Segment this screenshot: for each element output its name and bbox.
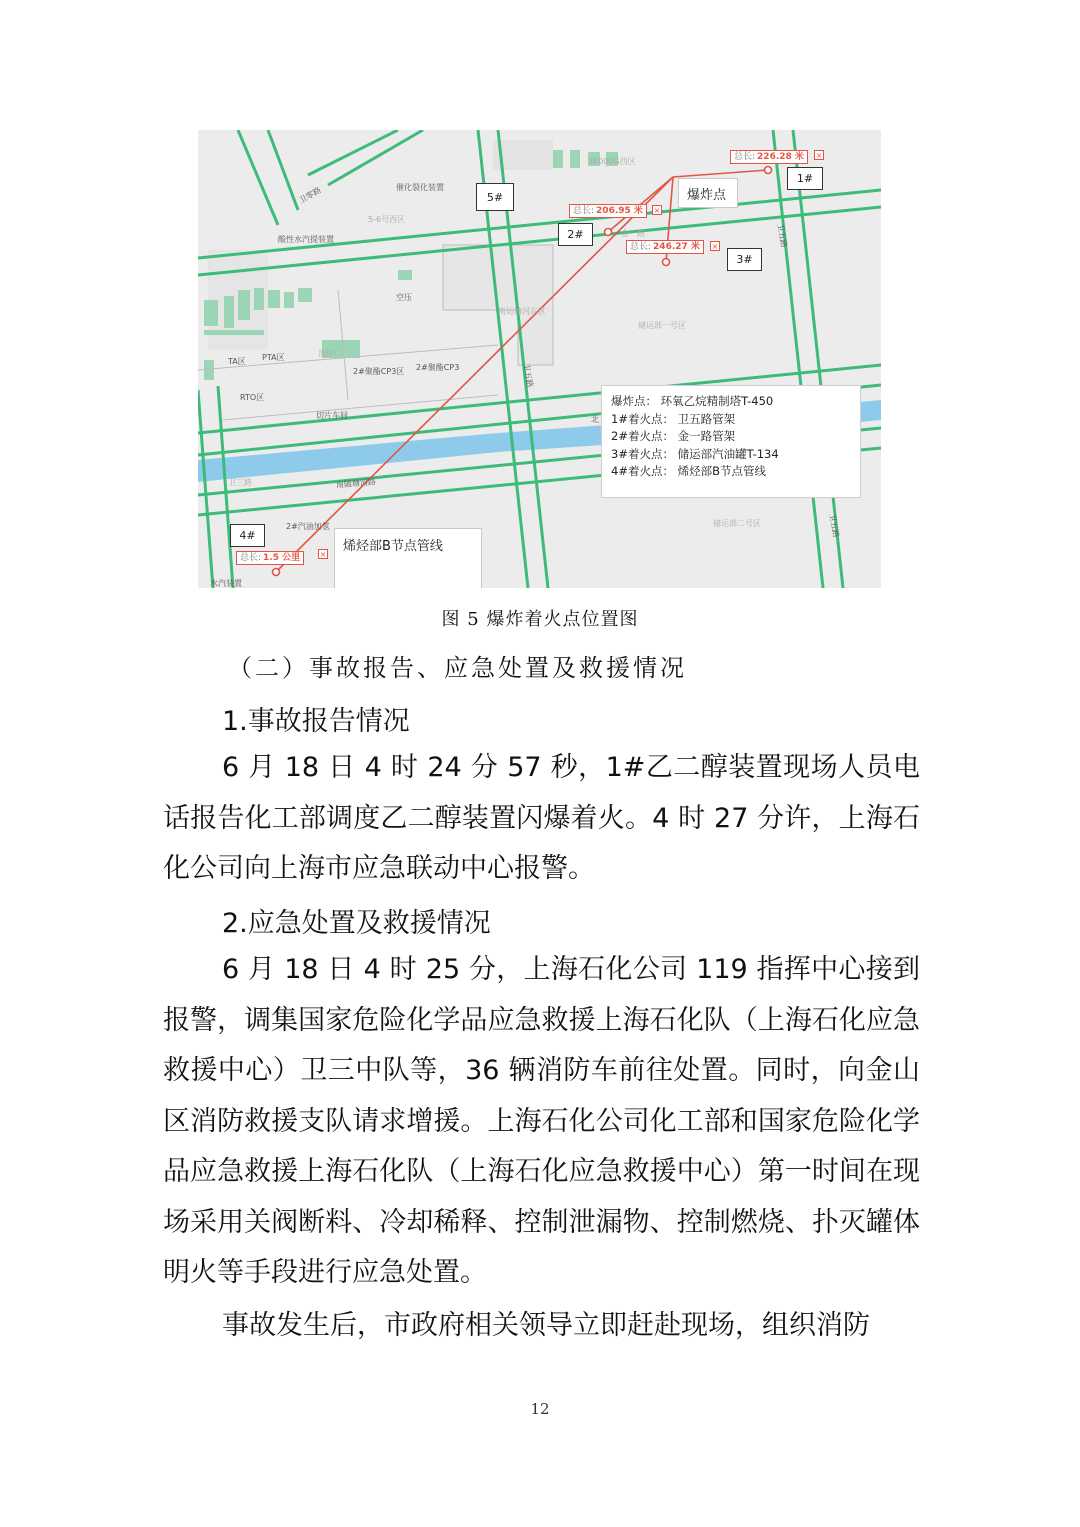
marker-2: 2# — [558, 223, 593, 246]
place-label: PTA区 — [262, 353, 285, 362]
legend-item: 3#着火点： 储运部汽油罐T-134 — [611, 446, 779, 461]
measure-label: 总长: — [240, 553, 262, 563]
measure-tag — [730, 150, 808, 164]
page-number: 12 — [530, 1400, 550, 1418]
place-label: 催化裂化装置 — [396, 183, 444, 192]
place-label: 空压 — [396, 293, 412, 302]
road-label: 卫五路 — [521, 362, 535, 389]
place-label: RTO区 — [240, 393, 265, 402]
measure-label: 总长: — [573, 206, 595, 216]
paragraph: 6 月 18 日 4 时 24 分 57 秒，1#乙二醇装置现场人员电话报告化工部调度乙二醇装置闪爆着火。4 时 27 分许，上海石化公司向上海市应急联动中心报警。 — [163, 752, 920, 884]
figure-caption: 图 5 爆炸着火点位置图 — [441, 609, 639, 630]
area-label: 3E000G西区 — [588, 157, 636, 166]
measure-value: 246.27 米 — [653, 242, 700, 252]
marker-5: 5# — [476, 183, 514, 211]
measure-tag — [236, 551, 304, 565]
measure-value: 1.5 公里 — [263, 553, 301, 563]
place-label: 2#汽油加氢 — [286, 522, 330, 531]
place-label: 2#聚酯CP3 — [416, 363, 460, 372]
close-icon[interactable]: × — [319, 550, 327, 559]
area-label: 储运部一号区 — [638, 321, 686, 330]
road-label: 卫零路 — [297, 185, 323, 206]
paragraph: 6 月 18 日 4 时 25 分，上海石化公司 119 指挥中心接到报警，调集国家危险化学品应急救援上海石化队（上海石化应急救援中心）卫三中队等，36 辆消防车前往处置。同时，向金山区消防救援支队请求增援。上海石化公司化工部和国家危险化学品应急救援上海石化队（上海石化应急救援中心）第一时间在现场采用关阀断料、冷却稀释、控制泄漏物、控制燃烧、扑灭罐体明火等手段进行应急处置。 — [163, 954, 920, 1288]
map-legend — [601, 385, 861, 498]
measure-label: 总长: — [734, 152, 756, 162]
close-icon[interactable]: × — [653, 206, 661, 215]
place-label: TA区 — [228, 357, 246, 366]
measure-tag — [626, 240, 704, 254]
section-heading: （二）事故报告、应急处置及救援情况 — [228, 654, 687, 682]
place-label: 2#聚酯CP3区 — [353, 367, 405, 376]
legend-item: 4#着火点： 烯烃部B节点管线 — [611, 464, 766, 478]
legend-item: 2#着火点： 金一路管架 — [611, 429, 736, 443]
place-label: 切片车间 — [316, 411, 348, 420]
close-icon[interactable]: × — [711, 242, 719, 251]
measure-value: 206.95 米 — [596, 206, 643, 216]
area-label: 涤纶厂 — [318, 349, 342, 358]
measure-label: 总长: — [630, 242, 652, 252]
measure-value: 226.28 米 — [757, 152, 804, 162]
place-label: 北 — [591, 415, 599, 424]
road-label: 南随塘河路 — [335, 477, 377, 490]
place-label: 水汽装置 — [210, 579, 242, 588]
close-icon[interactable]: × — [815, 151, 823, 160]
area-label: 储运部二号区 — [713, 519, 761, 528]
subsection-title: 2.应急处置及救援情况 — [222, 908, 491, 939]
marker-3: 3# — [727, 248, 762, 271]
paragraph: 事故发生后，市政府相关领导立即赶赴现场，组织消防 — [222, 1310, 870, 1341]
area-label: 南运塘河东区 — [498, 307, 546, 316]
measure-tag — [569, 204, 647, 218]
legend-item: 1#着火点： 卫五路管架 — [611, 411, 736, 426]
place-label: 酸性水汽提装置 — [278, 235, 334, 244]
area-label: 5-6号西区 — [368, 215, 406, 224]
explosion-location-map — [198, 130, 881, 588]
road-label: 卫五路 — [827, 512, 841, 539]
pipe-label: 烯烃部B节点管线 — [334, 528, 482, 588]
subsection-title: 1.事故报告情况 — [222, 706, 410, 737]
marker-1: 1# — [787, 167, 823, 190]
area-label: 金一路 — [621, 229, 645, 238]
explosion-point-label: 爆炸点 — [678, 178, 738, 208]
area-label: 卫三路 — [228, 478, 252, 487]
road-label: 卫五路 — [775, 222, 789, 249]
legend-item: 爆炸点： 环氧乙烷精制塔T-450 — [611, 394, 774, 408]
marker-4: 4# — [230, 524, 265, 547]
